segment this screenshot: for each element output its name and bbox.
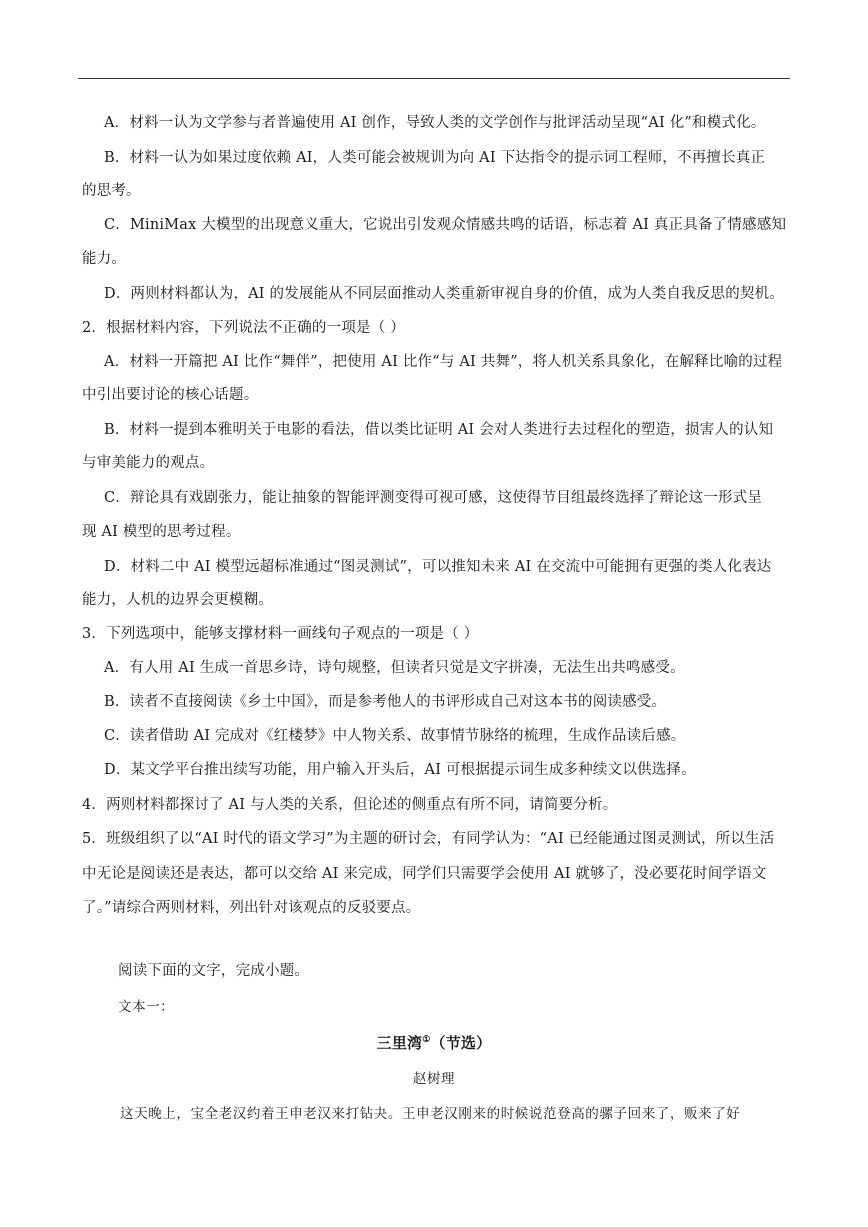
q4-stem: 4．两则材料都探讨了 AI 与人类的关系，但论述的侧重点有所不同，请简要分析。 [82,797,618,813]
q2-option-d: D．材料二中 AI 模型远超标准通过“图灵测试”，可以推知未来 AI 在交流中可能拥有更强的类人化表达 [104,559,772,575]
q2-option-a-cont: 中引出要讨论的核心话题。 [82,387,259,403]
q2-stem: 2．根据材料内容，下列说法不正确的一项是（ ） [82,320,405,336]
q2-option-b: B．材料一提到本雅明关于电影的看法，借以类比证明 AI 会对人类进行去过程化的塑造，损害人的认知 [104,422,774,438]
q1-option-c-cont: 能力。 [82,251,127,267]
q3-option-a: A．有人用 AI 生成一首思乡诗，诗句规整，但读者只觉是文字拼凑，无法生出共鸣感受。 [104,660,685,676]
text-label: 文本一： [118,999,175,1015]
q1-option-b-cont: 的思考。 [82,183,141,199]
q1-option-a: A．材料一认为文学参与者普遍使用 AI 创作，导致人类的文学创作与批评活动呈现“AI 化”和模式化。 [104,115,766,131]
passage-title-main: 三里湾 [376,1034,423,1052]
q5-line1: 5．班级组织了以“AI 时代的语文学习”为主题的研讨会，有同学认为：“AI 已经能通过图灵测试，所以生活 [82,831,775,847]
q2-option-d-cont: 能力，人机的边界会更模糊。 [82,592,274,608]
passage-first-line: 这天晚上，宝全老汉约着王申老汉来打钻夬。王申老汉刚来的时候说范登高的骡子回来了，贩来了好 [120,1106,741,1122]
q5-line3: 了。”请综合两则材料，列出针对该观点的反驳要点。 [82,900,421,916]
q1-option-d: D．两则材料都认为，AI 的发展能从不同层面推动人类重新审视自身的价值，成为人类自我反思的契机。 [104,286,785,302]
reading-instruction: 阅读下面的文字，完成小题。 [118,963,310,979]
q2-option-c: C．辩论具有戏剧张力，能让抽象的智能评测变得可视可感，这使得节目组最终选择了辩论这一形式呈 [104,490,763,506]
passage-author: 赵树理 [412,1071,456,1087]
q3-option-b: B．读者不直接阅读《乡土中国》，而是参考他人的书评形成自己对这本书的阅读感受。 [104,694,667,710]
q2-option-c-cont: 现 AI 模型的思考过程。 [82,524,241,540]
q3-option-d: D．某文学平台推出续写功能，用户输入开头后，AI 可根据提示词生成多种续文以供选择。 [104,762,696,778]
passage-title-suffix: （节选） [430,1034,492,1052]
q2-option-a: A．材料一开篇把 AI 比作“舞伴”，把使用 AI 比作“与 AI 共舞”，将人机关系具象化，在解释比喻的过程 [104,354,783,370]
q3-stem: 3．下列选项中，能够支撑材料一画线句子观点的一项是（ ） [82,626,479,642]
footnote-mark: ① [422,1035,431,1045]
header-rule [78,78,790,79]
q1-option-c: C．MiniMax 大模型的出现意义重大，它说出引发观众情感共鸣的话语，标志着 AI 真正具备了情感感知 [104,217,787,233]
q5-line2: 中无论是阅读还是表达，都可以交给 AI 来完成，同学们只需要学会使用 AI 就够了，没必要花时间学语文 [82,866,767,882]
q2-option-b-cont: 与审美能力的观点。 [82,455,215,471]
passage-title [0,1033,868,1053]
q3-option-c: C．读者借助 AI 完成对《红楼梦》中人物关系、故事情节脉络的梳理，生成作品读后感。 [104,728,686,744]
q1-option-b: B．材料一认为如果过度依赖 AI，人类可能会被规训为向 AI 下达指令的提示词工程师，不再擅长真正 [104,150,766,166]
